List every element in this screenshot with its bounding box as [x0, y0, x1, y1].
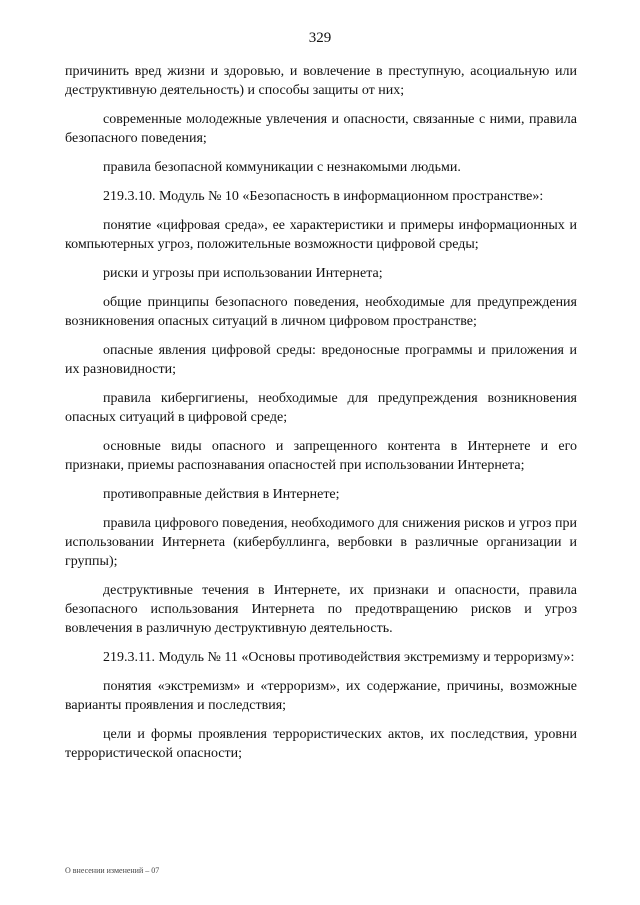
paragraph: понятия «экстремизм» и «терроризм», их содержание, причины, возможные варианты проявления и последствия; [65, 679, 577, 713]
section-heading: 219.3.10. Модуль № 10 «Безопасность в информационном пространстве»: [103, 189, 544, 204]
paragraph: понятие «цифровая среда», ее характеристики и примеры информационных и компьютерных угроз, положительные возможности цифровой среды; [65, 218, 577, 252]
paragraph: правила кибергигиены, необходимые для предупреждения возникновения опасных ситуаций в цифровой среде; [65, 391, 577, 425]
paragraph: правила цифрового поведения, необходимого для снижения рисков и угроз при использовании Интернета (кибербуллинга, вербовки в различные организации и группы); [65, 516, 577, 569]
paragraph: опасные явления цифровой среды: вредоносные программы и приложения и их разновидности; [65, 343, 577, 377]
paragraph: правила безопасной коммуникации с незнакомыми людьми. [103, 160, 461, 175]
paragraph: современные молодежные увлечения и опасности, связанные с ними, правила безопасного поведения; [65, 112, 577, 146]
paragraph: противоправные действия в Интернете; [103, 487, 340, 502]
paragraph: деструктивные течения в Интернете, их признаки и опасности, правила безопасного использования Интернета по предотвращению рисков и угроз вовлечения в различную деструктивную деятельность. [65, 583, 577, 636]
paragraph: основные виды опасного и запрещенного контента в Интернете и его признаки, приемы распознавания опасностей при использовании Интернета; [65, 439, 577, 473]
section-heading: 219.3.11. Модуль № 11 «Основы противодействия экстремизму и терроризму»: [103, 650, 575, 665]
footer-note: О внесении изменений – 07 [65, 866, 160, 875]
paragraph: общие принципы безопасного поведения, необходимые для предупреждения возникновения опасных ситуаций в личном цифровом пространстве; [65, 295, 577, 329]
body-text [65, 62, 577, 773]
paragraph: цели и формы проявления террористических актов, их последствия, уровни террористической опасности; [65, 727, 577, 761]
paragraph: риски и угрозы при использовании Интернета; [103, 266, 383, 281]
page-number: 329 [308, 30, 332, 46]
paragraph: причинить вред жизни и здоровью, и вовлечение в преступную, асоциальную или деструктивную деятельность) и способы защиты от них; [65, 64, 577, 98]
